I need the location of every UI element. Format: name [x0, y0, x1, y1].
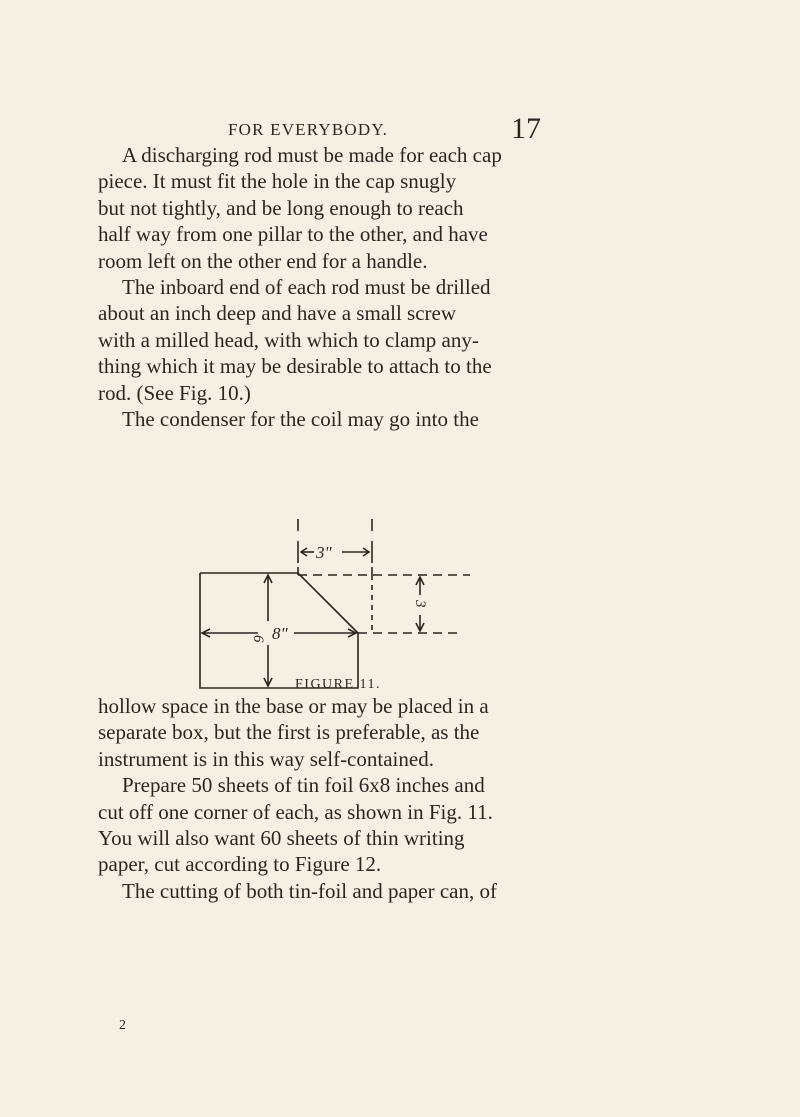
text-line: but not tightly, and be long enough to reach — [98, 195, 464, 220]
text-line: instrument is in this way self-contained. — [98, 746, 434, 771]
paragraph — [98, 406, 598, 432]
text-block-bottom — [98, 693, 598, 904]
signature-mark: 2 — [119, 1018, 126, 1033]
running-head: FOR EVERYBODY. — [228, 120, 389, 139]
paragraph — [98, 772, 598, 878]
text-line: half way from one pillar to the other, and have — [98, 222, 488, 247]
paragraph — [98, 878, 598, 904]
text-line: piece. It must fit the hole in the cap snugly — [98, 169, 457, 194]
text-line: The cutting of both tin-foil and paper can, of — [122, 878, 497, 903]
paragraph — [98, 274, 598, 406]
dimension-label-top: 3" — [316, 543, 332, 562]
text-block-top — [98, 142, 598, 432]
text-line: rod. (See Fig. 10.) — [98, 380, 251, 405]
dimension-label-left-height: 6 — [250, 635, 266, 643]
dimension-label-right-height: 3 — [412, 600, 428, 608]
text-line: with a milled head, with which to clamp any- — [98, 327, 479, 352]
text-line: A discharging rod must be made for each cap — [122, 143, 502, 167]
text-line: Prepare 50 sheets of tin foil 6x8 inches and — [122, 773, 485, 798]
paragraph — [98, 142, 598, 274]
text-line: paper, cut according to Figure 12. — [98, 852, 382, 877]
page-number: 17 — [511, 112, 541, 145]
text-line: The condenser for the coil may go into the — [122, 407, 479, 432]
text-line: The inboard end of each rod must be drilled — [122, 275, 491, 300]
text-line: room left on the other end for a handle. — [98, 248, 428, 273]
paragraph — [98, 693, 598, 772]
text-line: separate box, but the first is preferable, as the — [98, 720, 480, 745]
text-line: You will also want 60 sheets of thin writing — [98, 826, 465, 851]
foil-sheet-diagram — [180, 505, 480, 690]
text-line: about an inch deep and have a small screw — [98, 301, 457, 326]
figure-11-diagram — [180, 505, 480, 690]
text-line: thing which it may be desirable to attach to the — [98, 354, 492, 379]
dimension-label-width: 8" — [272, 624, 288, 643]
text-line: hollow space in the base or may be placed in a — [98, 694, 489, 718]
text-line: cut off one corner of each, as shown in Fig. 11. — [98, 799, 493, 824]
figure-caption: FIGURE 11. — [295, 677, 382, 692]
